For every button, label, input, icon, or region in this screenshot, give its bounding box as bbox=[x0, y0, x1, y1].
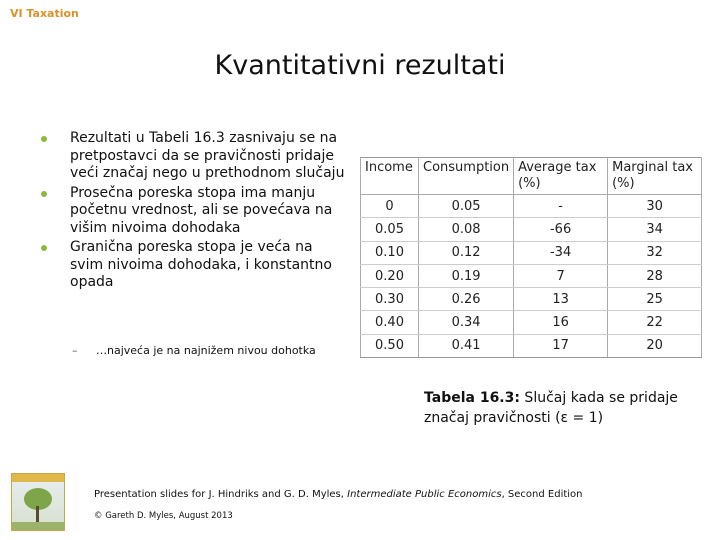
cell-average-tax: 13 bbox=[514, 288, 608, 311]
bullet-dot-icon bbox=[41, 136, 47, 142]
cell-income: 0.05 bbox=[361, 218, 419, 241]
cell-income: 0.30 bbox=[361, 288, 419, 311]
sub-bullet bbox=[72, 344, 316, 357]
header-consumption: Consumption bbox=[419, 158, 514, 195]
cell-marginal-tax: 25 bbox=[608, 288, 702, 311]
bullet-item bbox=[28, 130, 350, 183]
caption-label: Tabela 16.3: bbox=[424, 390, 520, 406]
credit-prefix: Presentation slides for J. Hindriks and G. D. Myles, bbox=[94, 489, 348, 500]
cell-consumption: 0.08 bbox=[419, 218, 514, 241]
table-row bbox=[361, 264, 702, 287]
header-income: Income bbox=[361, 158, 419, 195]
section-tag: VI Taxation bbox=[10, 7, 79, 20]
bullet-text: Prosečna poreska stopa ima manju početnu vrednost, ali se povećava na višim nivoima dohodaka bbox=[70, 184, 333, 236]
cell-marginal-tax: 20 bbox=[608, 334, 702, 357]
cell-consumption: 0.05 bbox=[419, 195, 514, 218]
cell-marginal-tax: 22 bbox=[608, 311, 702, 334]
cell-average-tax: - bbox=[514, 195, 608, 218]
cell-income: 0.40 bbox=[361, 311, 419, 334]
book-cover-thumbnail bbox=[11, 473, 65, 531]
bullet-list bbox=[28, 130, 350, 294]
cell-consumption: 0.41 bbox=[419, 334, 514, 357]
cell-consumption: 0.34 bbox=[419, 311, 514, 334]
header-average-tax: Average tax (%) bbox=[514, 158, 608, 195]
cell-marginal-tax: 34 bbox=[608, 218, 702, 241]
cell-average-tax: 17 bbox=[514, 334, 608, 357]
cell-income: 0 bbox=[361, 195, 419, 218]
page-title: Kvantitativni rezultati bbox=[214, 50, 506, 81]
footer-copyright: © Gareth D. Myles, August 2013 bbox=[94, 511, 233, 521]
table-row bbox=[361, 241, 702, 264]
cell-marginal-tax: 28 bbox=[608, 264, 702, 287]
cover-ground bbox=[12, 522, 64, 530]
cell-average-tax: -34 bbox=[514, 241, 608, 264]
cell-average-tax: -66 bbox=[514, 218, 608, 241]
table-row bbox=[361, 311, 702, 334]
tax-table bbox=[360, 157, 702, 358]
table-row bbox=[361, 218, 702, 241]
cell-income: 0.10 bbox=[361, 241, 419, 264]
table-row bbox=[361, 288, 702, 311]
table-row bbox=[361, 195, 702, 218]
header-marginal-tax: Marginal tax (%) bbox=[608, 158, 702, 195]
cell-consumption: 0.26 bbox=[419, 288, 514, 311]
bullet-text: Granična poreska stopa je veća na svim nivoima dohodaka, i konstantno opada bbox=[70, 239, 332, 290]
bullet-dot-icon bbox=[41, 191, 47, 197]
sub-bullet-text: …najveća je na najnižem nivou dohotka bbox=[96, 344, 316, 357]
cell-consumption: 0.19 bbox=[419, 264, 514, 287]
footer-credit bbox=[94, 489, 583, 500]
cell-consumption: 0.12 bbox=[419, 241, 514, 264]
cover-band bbox=[12, 474, 64, 482]
bullet-dot-icon bbox=[41, 245, 47, 251]
cell-marginal-tax: 32 bbox=[608, 241, 702, 264]
credit-book-title: Intermediate Public Economics bbox=[347, 489, 502, 500]
cell-average-tax: 7 bbox=[514, 264, 608, 287]
cell-income: 0.50 bbox=[361, 334, 419, 357]
bullet-item bbox=[28, 185, 350, 238]
bullet-text: Rezultati u Tabeli 16.3 zasnivaju se na pretpostavci da se pravičnosti pridaje veći značaj nego u prethodnom slučaju bbox=[70, 130, 345, 181]
cell-marginal-tax: 30 bbox=[608, 195, 702, 218]
table-header-row bbox=[361, 158, 702, 195]
table-caption bbox=[424, 388, 704, 428]
dash-icon: – bbox=[72, 344, 78, 357]
bullet-item bbox=[28, 239, 350, 292]
caption-text: Slučaj kada se pridaje značaj pravičnosti (ε = 1) bbox=[424, 390, 678, 426]
cell-income: 0.20 bbox=[361, 264, 419, 287]
table-row bbox=[361, 334, 702, 357]
credit-suffix: , Second Edition bbox=[501, 489, 583, 500]
cell-average-tax: 16 bbox=[514, 311, 608, 334]
